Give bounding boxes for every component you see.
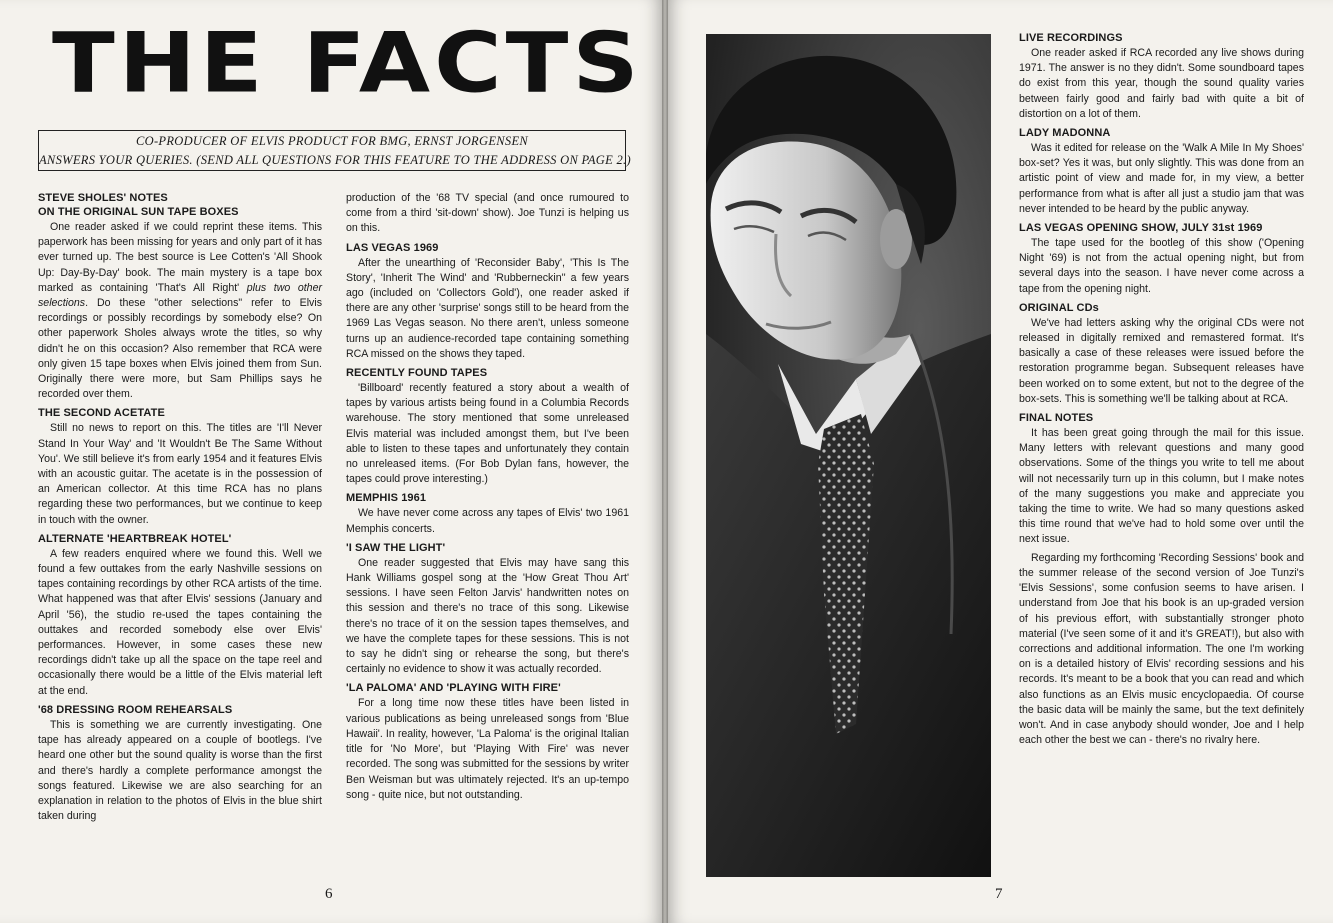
- section-body: Regarding my forthcoming 'Recording Sessions' book and the summer release of the second version of Joe Tunzi's 'Elvis Sessions', some confusion seems to have arisen. I understand from Joe that his book is an up-graded version of his previous effort, with substantially stronger photo material (I've seen some of it and it's GREAT!), but also with corrections and additional information. The one I'm working on is a detailed history of Elvis' recording sessions and his records. It's meant to be a book that you can read and which also functions as an Elvis music encyclopaedia. Of course the basic data will be mainly the same, but the text definitely won't. And in case anybody should wonder, Joe and I help each other the best we can - there's no rivalry here.: [1019, 551, 1304, 747]
- intro-line-2: ANSWERS YOUR QUERIES. (SEND ALL QUESTIONS FOR THIS FEATURE TO THE ADDRESS ON PAGE 2.): [39, 153, 631, 167]
- section-heading: FINAL NOTES: [1019, 412, 1094, 425]
- section-body: It has been great going through the mail for this issue. Many letters with relevant questions and many good observations. Some of the things you write to tell me about will not necessarily turn up in this column, but I make notes of the many suggestions you make and appreciate you taking the time to write. We had so many questions asked this time round that we've had to hold some over until the next issue.: [1019, 427, 1304, 546]
- page-number: 7: [995, 886, 1003, 902]
- left-column-1: [38, 191, 322, 827]
- section-heading: ORIGINAL CDs: [1019, 301, 1099, 314]
- section-body: One reader asked if RCA recorded any live shows during 1971. The answer is no they didn't. Some soundboard tapes do exist from this year, though the sound quality varies between fairly good and fairly bad with quite a bit of distortion on a lot of them.: [1019, 47, 1304, 120]
- left-column-2: [346, 191, 629, 806]
- section-heading: RECENTLY FOUND TAPES: [346, 367, 488, 380]
- section-heading: 'LA PALOMA' AND 'PLAYING WITH FIRE': [346, 682, 561, 695]
- section-heading: THE SECOND ACETATE: [38, 407, 165, 420]
- section-body: This is something we are currently investigating. One tape has already appeared on a couple of bootlegs. I've heard one other but the sound quality is worse than the first and there's hardly a complete performance amongst the songs featured. Likewise we are also searching for an explanation in relation to the photos of Elvis in the blue shirt taken during: [38, 718, 322, 823]
- section-heading: LADY MADONNA: [1019, 127, 1111, 140]
- section-body: The tape used for the bootleg of this show ('Opening Night '69) is not from the actual opening night, but from several days into the season. I have never come across a tape from the opening night.: [1019, 237, 1304, 295]
- section-body: We have never come across any tapes of Elvis' two 1961 Memphis concerts.: [346, 507, 629, 535]
- section-heading: ALTERNATE 'HEARTBREAK HOTEL': [38, 532, 232, 545]
- section-body: After the unearthing of 'Reconsider Baby', 'This Is The Story', 'Inherit The Wind' and 'Rubberneckin'' a few years ago (included on 'Collectors Gold'), one reader asked if there are any other 'surprise' songs still to be heard from the 1969 Las Vegas season. No there aren't, unless someone turns up an audience-recorded tape containing something RCA missed on the shows they taped.: [346, 256, 629, 360]
- section-body: Still no news to report on this. The titles are 'I'll Never Stand In Your Way' and 'It Wouldn't Be The Same Without You'. We still believe it's from early 1954 and it features Elvis with an acoustic guitar. The acetate is in the possession of an American collector. At this time RCA has no plans regarding these two performances, but we continue to keep in touch with the owner.: [38, 422, 322, 526]
- section-body: One reader suggested that Elvis may have sang this Hank Williams gospel song at the 'How Great Thou Art' sessions. I have seen Felton Jarvis' handwritten notes on this session and there's no trace of this song. Likewise there's no trace of it on the session tapes themselves, and we have the complete tapes for these sessions. This is not to say he didn't sing or rehearse the song, but there's certainly no evidence to show it was actually recorded.: [346, 556, 629, 676]
- page-title: THE FACTS: [52, 14, 643, 112]
- section-body: One reader asked if we could reprint these items. This paperwork has been missing for years and only part of it has ever turned up. The best source is Lee Cotten's 'All Shook Up: Day-By-Day' book. The main mystery is a tape box marked as containing 'That's All Right' plus two other selections. Do these "other selections" refer to Elvis recordings or possibly recordings by somebody else? On other paperwork Sholes always wrote the titles, so why didn't he on this occasion? Also remember that RCA were only given 15 tape boxes when Elvis joined them from Sun. Originally there were more, but Sam Phillips says he recorded over them.: [38, 221, 322, 401]
- section-heading: LIVE RECORDINGS: [1019, 32, 1123, 44]
- section-heading: MEMPHIS 1961: [346, 492, 427, 505]
- section-heading: '68 DRESSING ROOM REHEARSALS: [38, 703, 233, 716]
- intro-line-1: CO-PRODUCER OF ELVIS PRODUCT FOR BMG, ERNST JORGENSEN: [135, 134, 529, 148]
- section-heading: LAS VEGAS 1969: [346, 241, 439, 254]
- section-body: We've had letters asking why the original CDs were not released in digitally remixed and remastered format. It's basically a case of these releases were issued before the restoration programme began. Subsequent releases have been worked on to some extent, but not to the degree of the box-sets. This is something we'll be talking about at RCA.: [1019, 316, 1304, 405]
- section-body: production of the '68 TV special (and once rumoured to come from a third 'sit-down' show). Joe Tunzi is helping us on this.: [346, 192, 629, 235]
- section-heading: LAS VEGAS OPENING SHOW, JULY 31st 1969: [1019, 222, 1263, 235]
- section-body: A few readers enquired where we found this. Well we found a few outtakes from the early Nashville sessions on tapes containing recordings by other RCA artists of the time. What happened was that after Elvis' sessions (January and April '56), the studio re-used the tapes containing the outtakes and recorded somebody else over Elvis' performances. However, in some cases these new recordings didn't take up all the space on the tape reel and occasionally there would be a little of the Elvis material left at the end.: [38, 547, 322, 697]
- elvis-photo: [706, 34, 991, 877]
- right-column: [1019, 31, 1304, 751]
- left-page: [0, 0, 662, 923]
- intro-box: [38, 130, 631, 171]
- section-heading: 'I SAW THE LIGHT': [346, 541, 446, 554]
- section-heading: STEVE SHOLES' NOTES ON THE ORIGINAL SUN TAPE BOXES: [38, 192, 239, 218]
- section-body: For a long time now these titles have been listed in various publications as being unreleased songs from 'Blue Hawaii'. In reality, however, 'La Paloma' is the original Italian title for 'No More', but 'Playing With Fire' was never recorded. The song was submitted for the sessions by writer Ben Weisman but was ultimately rejected. It's an up-tempo song - quite nice, but not outstanding.: [346, 697, 629, 801]
- section-body: 'Billboard' recently featured a story about a wealth of tapes by various artists being found in a Columbia Records warehouse. The story mentioned that some unreleased Elvis material was included amongst them, but I've been able to listen to these tapes and unfortunately they contain no unreleased items. (For Bob Dylan fans, however, the tapes could prove interesting.): [346, 382, 629, 486]
- page-number: 6: [325, 886, 333, 902]
- section-body: Was it edited for release on the 'Walk A Mile In My Shoes' box-set? Yes it was, but only slightly. This was done from an artistic point of view and made for, in my view, a better performance from what is after all just a studio jam that was never intended to be heard by the public anyway.: [1019, 142, 1304, 215]
